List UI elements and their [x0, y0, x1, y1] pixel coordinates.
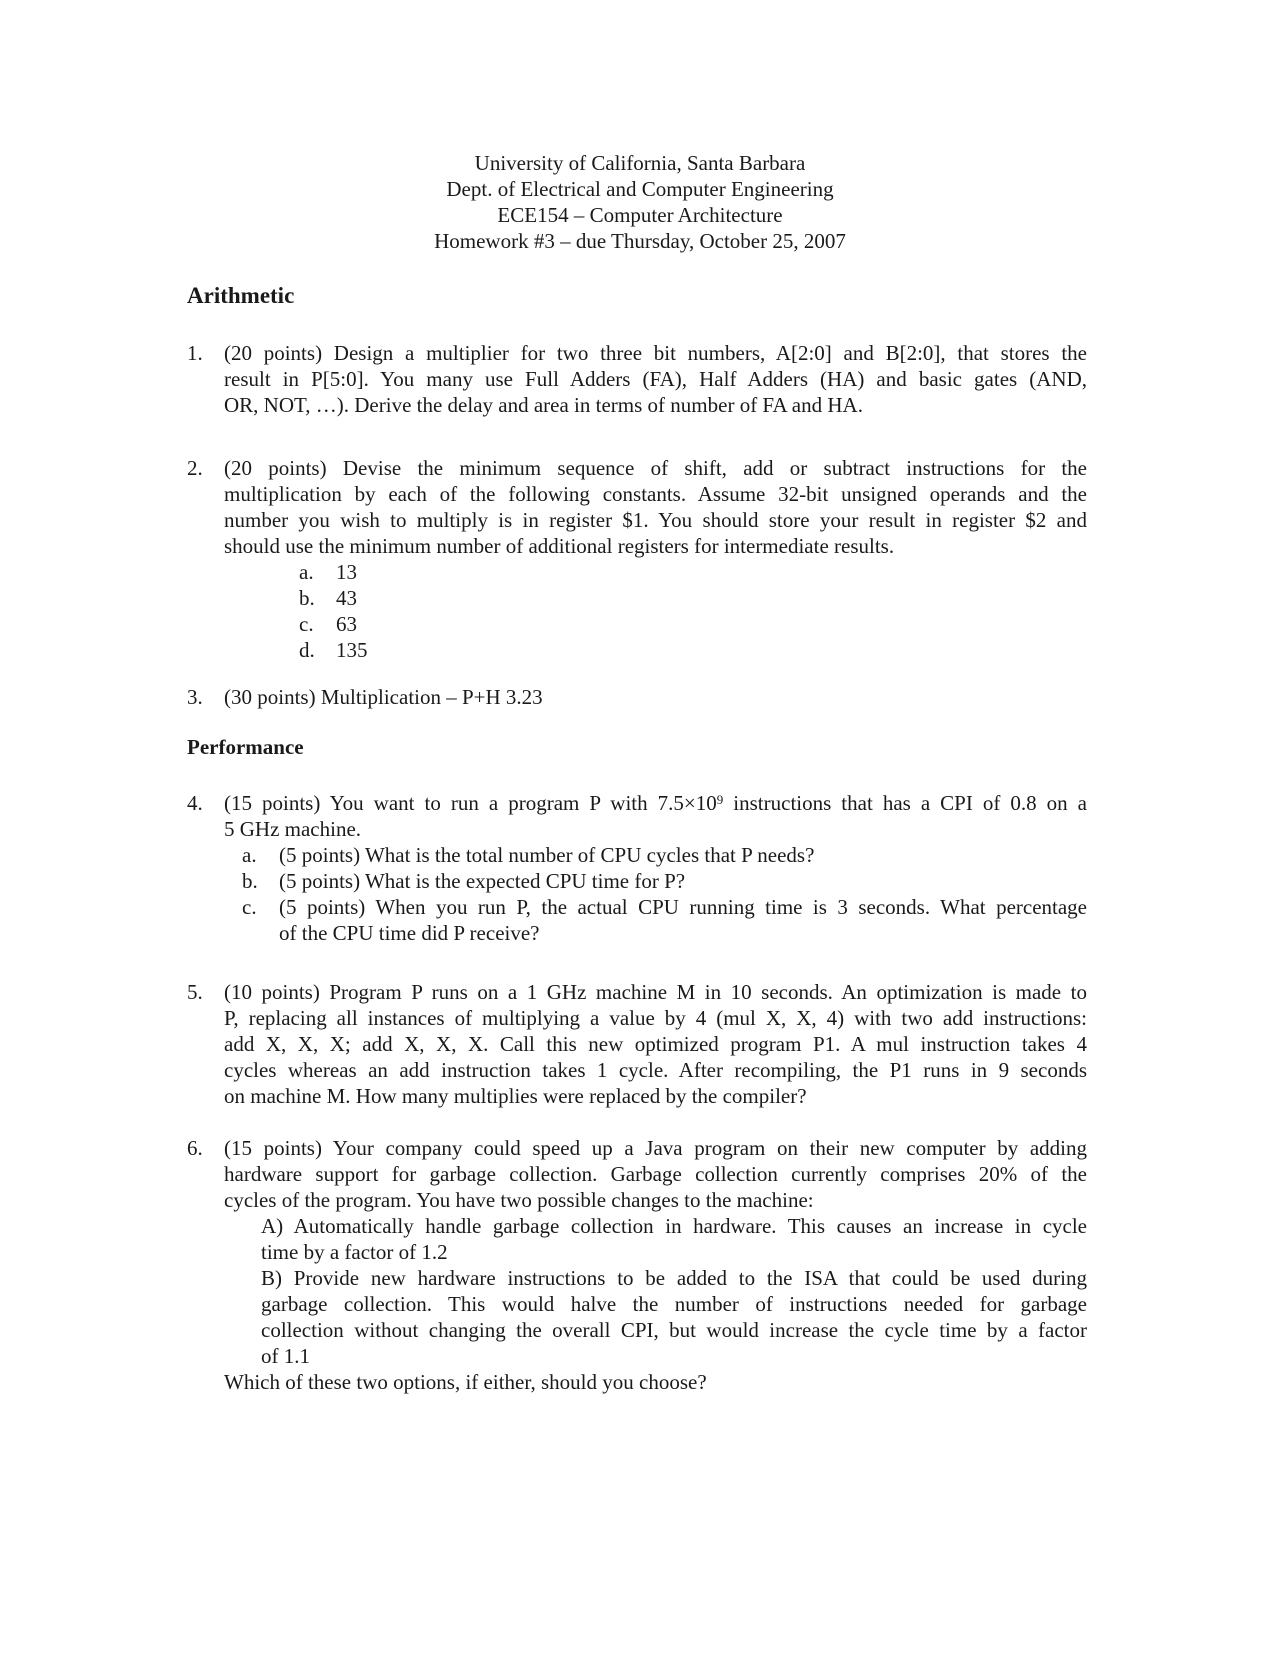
item-label: a.: [242, 843, 257, 867]
problem-line: cycles of the program. You have two possible changes to the machine:: [224, 1188, 814, 1212]
final-question: Which of these two options, if either, should you choose?: [224, 1370, 707, 1394]
problem-line: hardware support for garbage collection. Garbage collection currently comprises 20% of the: [224, 1162, 1087, 1186]
item-label: b.: [299, 586, 315, 610]
item-text: (5 points) When you run P, the actual CPU running time is 3 seconds. What percentage: [279, 895, 1087, 919]
problem-2: [187, 455, 1087, 663]
item-value: 135: [336, 638, 368, 662]
item-label: c.: [299, 612, 314, 636]
assignment-title: Homework #3 – due Thursday, October 25, 2007: [434, 229, 846, 253]
item-label: a.: [299, 560, 314, 584]
problem-line: cycles whereas an add instruction takes 1 cycle. After recompiling, the P1 runs in 9 seconds: [224, 1058, 1087, 1082]
problem-line: (20 points) Design a multiplier for two three bit numbers, A[2:0] and B[2:0], that stores the: [224, 341, 1087, 365]
problem-3: [187, 684, 1087, 710]
option-line: B) Provide new hardware instructions to be added to the ISA that could be used during: [261, 1266, 1087, 1290]
list-item: [224, 637, 1087, 663]
item-text: (5 points) What is the expected CPU time for P?: [279, 869, 686, 893]
item-text: (5 points) What is the total number of CPU cycles that P needs?: [279, 843, 815, 867]
subquestion-list: [224, 842, 1087, 946]
list-item: [224, 868, 1087, 894]
item-label: c.: [242, 895, 257, 919]
problem-line: [224, 790, 1087, 816]
list-item-continuation: [224, 920, 1087, 946]
list-item: [224, 894, 1087, 920]
list-item: [224, 585, 1087, 611]
problem-line: (10 points) Program P runs on a 1 GHz machine M in 10 seconds. An optimization is made to: [224, 980, 1087, 1004]
item-label: d.: [299, 638, 315, 662]
problem-5: [187, 979, 1087, 1109]
problem-1: [187, 340, 1087, 418]
option-b: [261, 1265, 1087, 1369]
item-text: of the CPU time did P receive?: [279, 921, 540, 945]
problem-line: number you wish to multiply is in register $1. You should store your result in register $2 and: [224, 508, 1087, 532]
problem-number: 5.: [187, 980, 203, 1004]
problem-number: 2.: [187, 456, 203, 480]
problem-number: 4.: [187, 791, 203, 815]
problem-line: 5 GHz machine.: [224, 817, 362, 841]
problem-line: P, replacing all instances of multiplying a value by 4 (mul X, X, 4) with two add instructions:: [224, 1006, 1087, 1030]
document-header: [0, 150, 1280, 254]
option-line: garbage collection. This would halve the number of instructions needed for garbage: [261, 1292, 1087, 1316]
problem-line: (20 points) Devise the minimum sequence of shift, add or subtract instructions for the: [224, 456, 1087, 480]
problem-line: add X, X, X; add X, X, X. Call this new optimized program P1. A mul instruction takes 4: [224, 1032, 1087, 1056]
problem-line: on machine M. How many multiplies were replaced by the compiler?: [224, 1084, 807, 1108]
item-label: b.: [242, 869, 258, 893]
list-item: [224, 611, 1087, 637]
problem-number: 6.: [187, 1136, 203, 1160]
problem-text: (15 points) You want to run a program P with 7.5×10: [224, 791, 717, 815]
university-name: University of California, Santa Barbara: [474, 151, 806, 175]
problem-line: multiplication by each of the following constants. Assume 32-bit unsigned operands and the: [224, 482, 1087, 506]
problem-line: (30 points) Multiplication – P+H 3.23: [224, 685, 543, 709]
course-title: ECE154 – Computer Architecture: [497, 203, 783, 227]
item-value: 43: [336, 586, 357, 610]
option-a: [261, 1213, 1087, 1265]
option-line: A) Automatically handle garbage collection in hardware. This causes an increase in cycle: [261, 1214, 1087, 1238]
problem-4: [187, 790, 1087, 946]
exponent: 9: [716, 792, 724, 807]
problem-number: 3.: [187, 685, 203, 709]
item-value: 63: [336, 612, 357, 636]
department-name: Dept. of Electrical and Computer Engineering: [446, 177, 834, 201]
item-value: 13: [336, 560, 357, 584]
constants-list: [224, 559, 1087, 663]
option-line: collection without changing the overall CPI, but would increase the cycle time by a factor: [261, 1318, 1087, 1342]
problem-line: OR, NOT, …). Derive the delay and area in terms of number of FA and HA.: [224, 393, 863, 417]
problem-line: should use the minimum number of additional registers for intermediate results.: [224, 534, 895, 558]
section-title-arithmetic: Arithmetic: [187, 283, 295, 308]
problem-number: 1.: [187, 341, 203, 365]
option-line: of 1.1: [261, 1344, 310, 1368]
problem-text: instructions that has a CPI of 0.8 on a: [723, 791, 1087, 815]
list-item: [224, 559, 1087, 585]
option-line: time by a factor of 1.2: [261, 1240, 448, 1264]
problem-line: (15 points) Your company could speed up a Java program on their new computer by adding: [224, 1136, 1087, 1160]
section-title-performance: Performance: [187, 735, 304, 759]
problem-line: result in P[5:0]. You many use Full Adders (FA), Half Adders (HA) and basic gates (AND,: [224, 367, 1087, 391]
problem-6: [187, 1135, 1087, 1395]
list-item: [224, 842, 1087, 868]
